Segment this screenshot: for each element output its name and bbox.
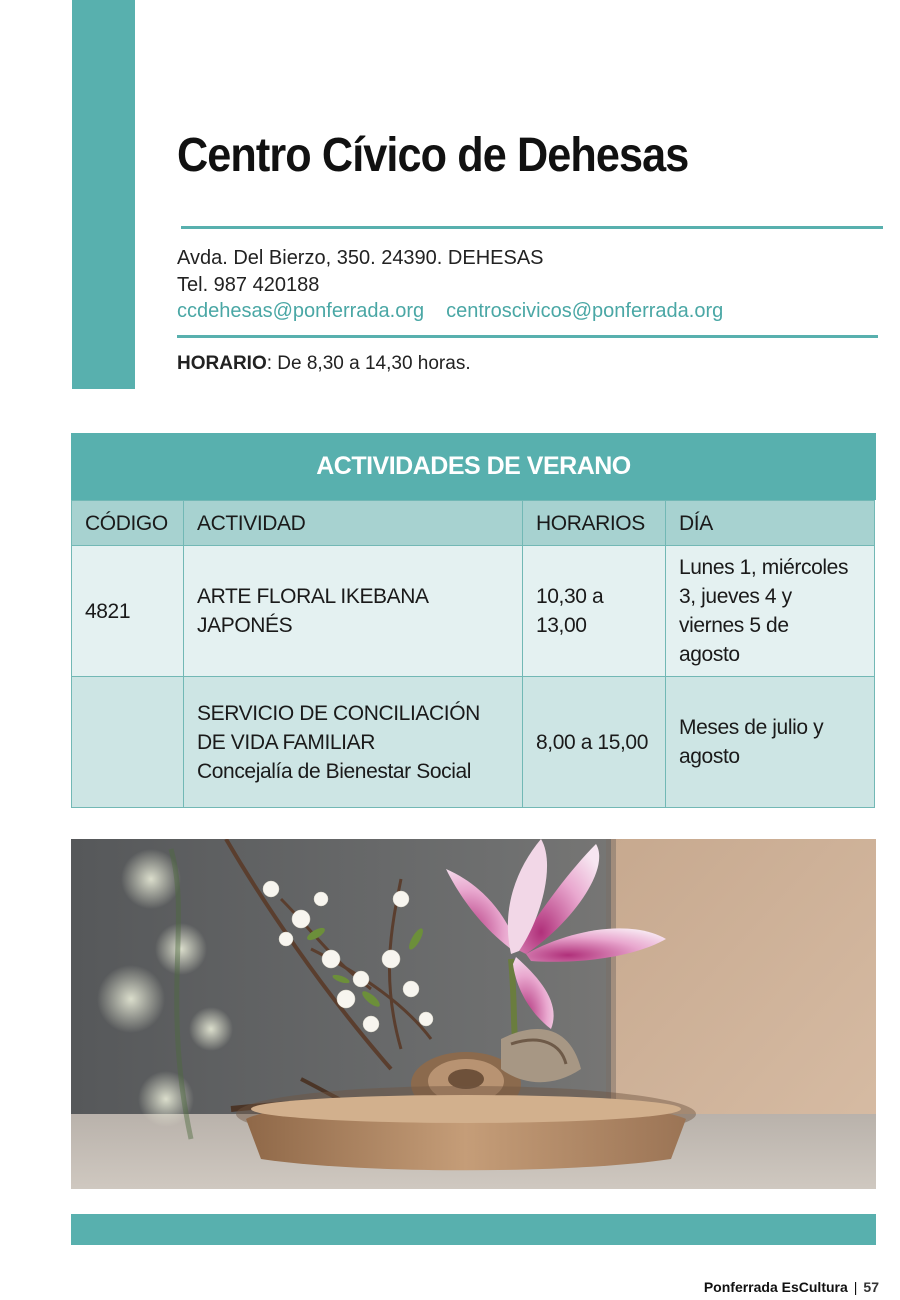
cell-line: ARTE FLORAL IKEBANA bbox=[197, 585, 429, 608]
cell-line: 10,30 a bbox=[536, 585, 604, 608]
opening-hours-label: HORARIO bbox=[177, 353, 267, 374]
cell-actividad bbox=[184, 546, 523, 677]
side-accent-bar bbox=[72, 0, 135, 389]
cell-line: SERVICIO DE CONCILIACIÓN bbox=[197, 701, 480, 725]
cell-actividad bbox=[184, 677, 523, 808]
activities-table bbox=[71, 500, 875, 808]
cell-line: Meses de julio y bbox=[679, 716, 824, 739]
bottom-accent-band bbox=[71, 1214, 876, 1245]
page-title: Centro Cívico de Dehesas bbox=[177, 129, 689, 182]
cell-dia bbox=[666, 546, 875, 677]
title-divider bbox=[181, 226, 883, 229]
page-number: 57 bbox=[863, 1279, 879, 1295]
ikebana-photo bbox=[71, 839, 876, 1189]
cell-dia bbox=[666, 677, 875, 808]
cell-horarios bbox=[523, 546, 666, 677]
publication-name: Ponferrada EsCultura bbox=[703, 1279, 848, 1295]
cell-horarios bbox=[523, 677, 666, 808]
column-header-actividad: ACTIVIDAD bbox=[184, 501, 523, 546]
cell-line: Lunes 1, miércoles bbox=[679, 556, 849, 579]
table-header-row bbox=[72, 501, 875, 546]
page-footer bbox=[704, 1279, 879, 1295]
table-row bbox=[72, 677, 875, 808]
cell-line: agosto bbox=[679, 643, 740, 666]
cell-line: JAPONÉS bbox=[197, 614, 293, 637]
opening-hours-text: : De 8,30 a 14,30 horas. bbox=[266, 353, 471, 374]
cell-codigo bbox=[72, 677, 184, 808]
cell-line: DE VIDA FAMILIAR bbox=[197, 730, 375, 754]
email-link-dehesas[interactable]: ccdehesas@ponferrada.org bbox=[177, 300, 425, 322]
opening-hours bbox=[177, 353, 471, 375]
cell-line: 13,00 bbox=[536, 614, 587, 637]
cell-line: viernes 5 de bbox=[679, 614, 789, 637]
activities-title: ACTIVIDADES DE VERANO bbox=[71, 433, 876, 500]
cell-line: Concejalía de Bienestar Social bbox=[197, 759, 472, 783]
ikebana-illustration bbox=[71, 839, 876, 1189]
address: Avda. Del Bierzo, 350. 24390. DEHESAS bbox=[177, 247, 544, 269]
footer-separator: | bbox=[853, 1279, 858, 1295]
email-link-centroscivicos[interactable]: centroscivicos@ponferrada.org bbox=[446, 300, 724, 322]
cell-line: 3, jueves 4 y bbox=[679, 585, 792, 608]
column-header-dia: DÍA bbox=[666, 501, 875, 546]
email-line bbox=[177, 298, 723, 325]
cell-line: 8,00 a 15,00 bbox=[536, 730, 648, 754]
column-header-horarios: HORARIOS bbox=[523, 501, 666, 546]
contact-divider bbox=[177, 335, 878, 338]
phone-number: Tel. 987 420188 bbox=[177, 273, 320, 296]
column-header-codigo: CÓDIGO bbox=[72, 501, 184, 546]
table-row bbox=[72, 546, 875, 677]
cell-codigo: 4821 bbox=[72, 546, 184, 677]
contact-block bbox=[177, 245, 723, 325]
cell-line: agosto bbox=[679, 745, 740, 768]
